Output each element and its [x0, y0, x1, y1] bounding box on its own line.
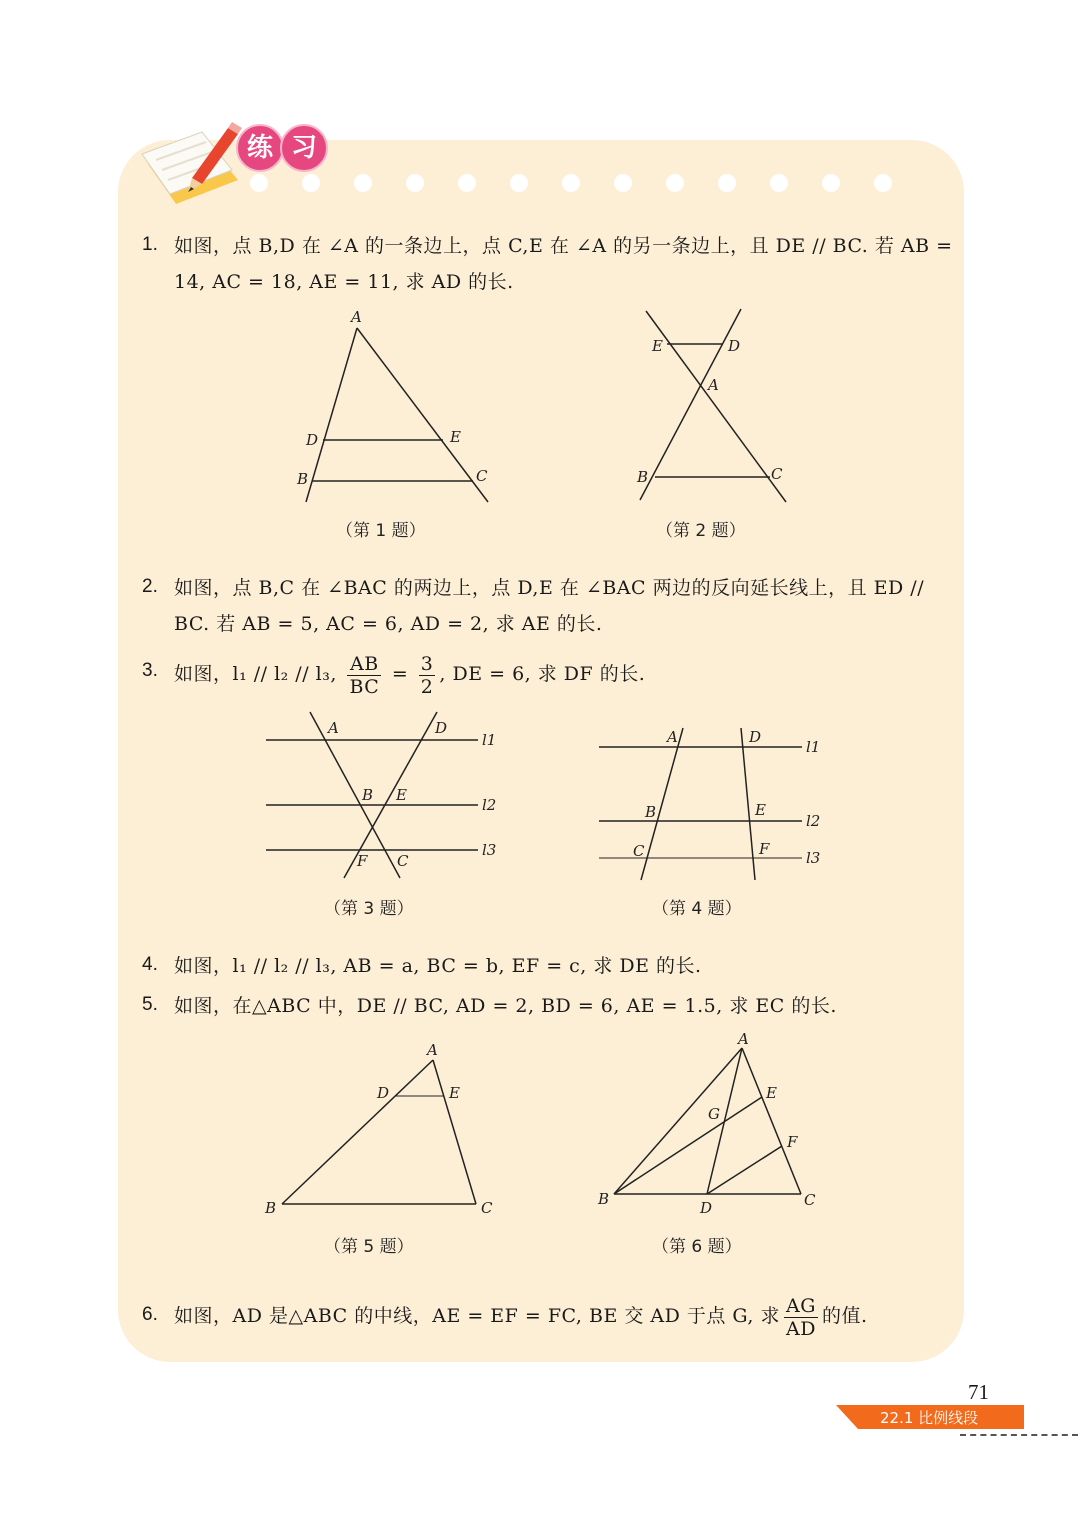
footer-dashed-rule	[960, 1434, 1078, 1436]
section-title: 22.1 比例线段	[880, 1409, 979, 1427]
question-1-line1: 如图，点 B,D 在 ∠A 的一条边上，点 C,E 在 ∠A 的另一条边上，且 DE // BC. 若 AB =	[174, 235, 953, 257]
fig3-label-l1: l1	[482, 731, 497, 749]
fig4-label-C: C	[633, 842, 645, 860]
question-5-number: 5.	[142, 994, 158, 1015]
question-5-line1: 如图，在△ABC 中，DE // BC, AD = 2, BD = 6, AE = 1.5, 求 EC 的长.	[174, 995, 837, 1017]
fig1-label-A: A	[351, 308, 362, 326]
fig4-label-l2: l2	[806, 812, 821, 830]
fig4-label-E: E	[755, 801, 766, 819]
figure-5	[260, 1036, 500, 1220]
question-6-pre: 如图，AD 是△ABC 的中线，AE = EF = FC, BE 交 AD 于点 G, 求	[174, 1305, 781, 1327]
question-6-post: 的值.	[821, 1305, 868, 1327]
question-3-fraction-ab-bc	[347, 653, 381, 698]
fig3-label-B: B	[362, 786, 374, 804]
fig2-label-E: E	[652, 337, 663, 355]
fig5-label-B: B	[265, 1199, 277, 1217]
fig4-label-B: B	[645, 803, 657, 821]
figure-6	[594, 1026, 830, 1220]
fig3-label-l3: l3	[482, 841, 497, 859]
question-3-pre: 如图，l₁ // l₂ // l₃,	[174, 663, 344, 685]
fig5-label-D: D	[377, 1084, 390, 1102]
fig3-label-E: E	[396, 786, 407, 804]
question-2-number: 2.	[142, 576, 158, 597]
question-6-number: 6.	[142, 1304, 158, 1325]
fig4-label-l3: l3	[806, 849, 821, 867]
fig6-label-A: A	[738, 1030, 749, 1048]
question-3-frac2-num: 3	[420, 652, 434, 675]
fig4-label-A: A	[667, 728, 678, 746]
figure-1	[290, 306, 500, 506]
fig1-label-D: D	[306, 431, 319, 449]
question-6-fraction-ag-ad	[784, 1295, 818, 1340]
question-3-frac1-num: AB	[347, 653, 381, 676]
fig3-label-C: C	[397, 852, 409, 870]
fig3-label-D: D	[435, 719, 448, 737]
question-3-text	[174, 650, 645, 698]
pencil-notebook-icon	[134, 118, 254, 214]
figure-1-caption: （第 1 题）	[336, 521, 426, 541]
figure-2	[630, 300, 800, 510]
question-4-line1: 如图，l₁ // l₂ // l₃, AB = a, BC = b, EF = c, 求 DE 的长.	[174, 955, 702, 977]
figure-2-caption: （第 2 题）	[656, 521, 746, 541]
fig2-label-B: B	[637, 468, 649, 486]
question-6-frac-den: AD	[786, 1317, 816, 1340]
question-4-number: 4.	[142, 954, 158, 975]
fig4-label-D: D	[749, 728, 762, 746]
fig6-label-D: D	[700, 1199, 713, 1217]
fig6-label-F: F	[787, 1133, 798, 1151]
page-number: 71	[968, 1380, 989, 1404]
fig6-label-G: G	[708, 1105, 720, 1123]
fig5-label-C: C	[481, 1199, 493, 1217]
fig6-label-E: E	[766, 1084, 777, 1102]
fig3-label-l2: l2	[482, 796, 497, 814]
question-3-eq: =	[385, 663, 415, 685]
fig1-label-C: C	[476, 467, 488, 485]
question-3-number: 3.	[142, 660, 158, 681]
question-3-post: , DE = 6, 求 DF 的长.	[439, 663, 646, 685]
fig6-label-B: B	[598, 1190, 610, 1208]
figure-3	[260, 704, 500, 884]
question-3-fraction-3-2	[419, 653, 436, 698]
figure-3-caption: （第 3 题）	[324, 899, 414, 919]
fig5-label-E: E	[449, 1084, 460, 1102]
question-1-line2: 14, AC = 18, AE = 11, 求 AD 的长.	[174, 271, 514, 293]
fig3-label-A: A	[328, 719, 339, 737]
question-2-line1: 如图，点 B,C 在 ∠BAC 的两边上，点 D,E 在 ∠BAC 两边的反向延长线上，且 ED //	[174, 577, 925, 599]
exercise-card	[118, 140, 964, 1362]
fig3-label-F: F	[357, 852, 368, 870]
fig1-label-B: B	[297, 470, 309, 488]
dot-divider	[242, 174, 902, 194]
fig1-label-E: E	[450, 428, 461, 446]
fig2-label-C: C	[771, 465, 783, 483]
figure-5-caption: （第 5 题）	[324, 1237, 414, 1257]
fig6-label-C: C	[804, 1191, 816, 1209]
question-6-text	[174, 1292, 868, 1340]
figure-4-caption: （第 4 题）	[652, 899, 742, 919]
fig5-label-A: A	[427, 1041, 438, 1059]
fig2-label-A: A	[708, 376, 719, 394]
question-1-number: 1.	[142, 234, 158, 255]
badge-xi: 习	[280, 124, 328, 172]
question-2-line2: BC. 若 AB = 5, AC = 6, AD = 2, 求 AE 的长.	[174, 613, 603, 635]
fig4-label-l1: l1	[806, 738, 821, 756]
question-3-frac1-den: BC	[349, 675, 380, 698]
figure-6-caption: （第 6 题）	[652, 1237, 742, 1257]
question-6-frac-num: AG	[784, 1295, 818, 1318]
badge-lian: 练	[236, 124, 284, 172]
figure-4	[594, 720, 830, 886]
question-3-frac2-den: 2	[420, 675, 434, 698]
fig2-label-D: D	[728, 337, 741, 355]
fig4-label-F: F	[759, 840, 770, 858]
